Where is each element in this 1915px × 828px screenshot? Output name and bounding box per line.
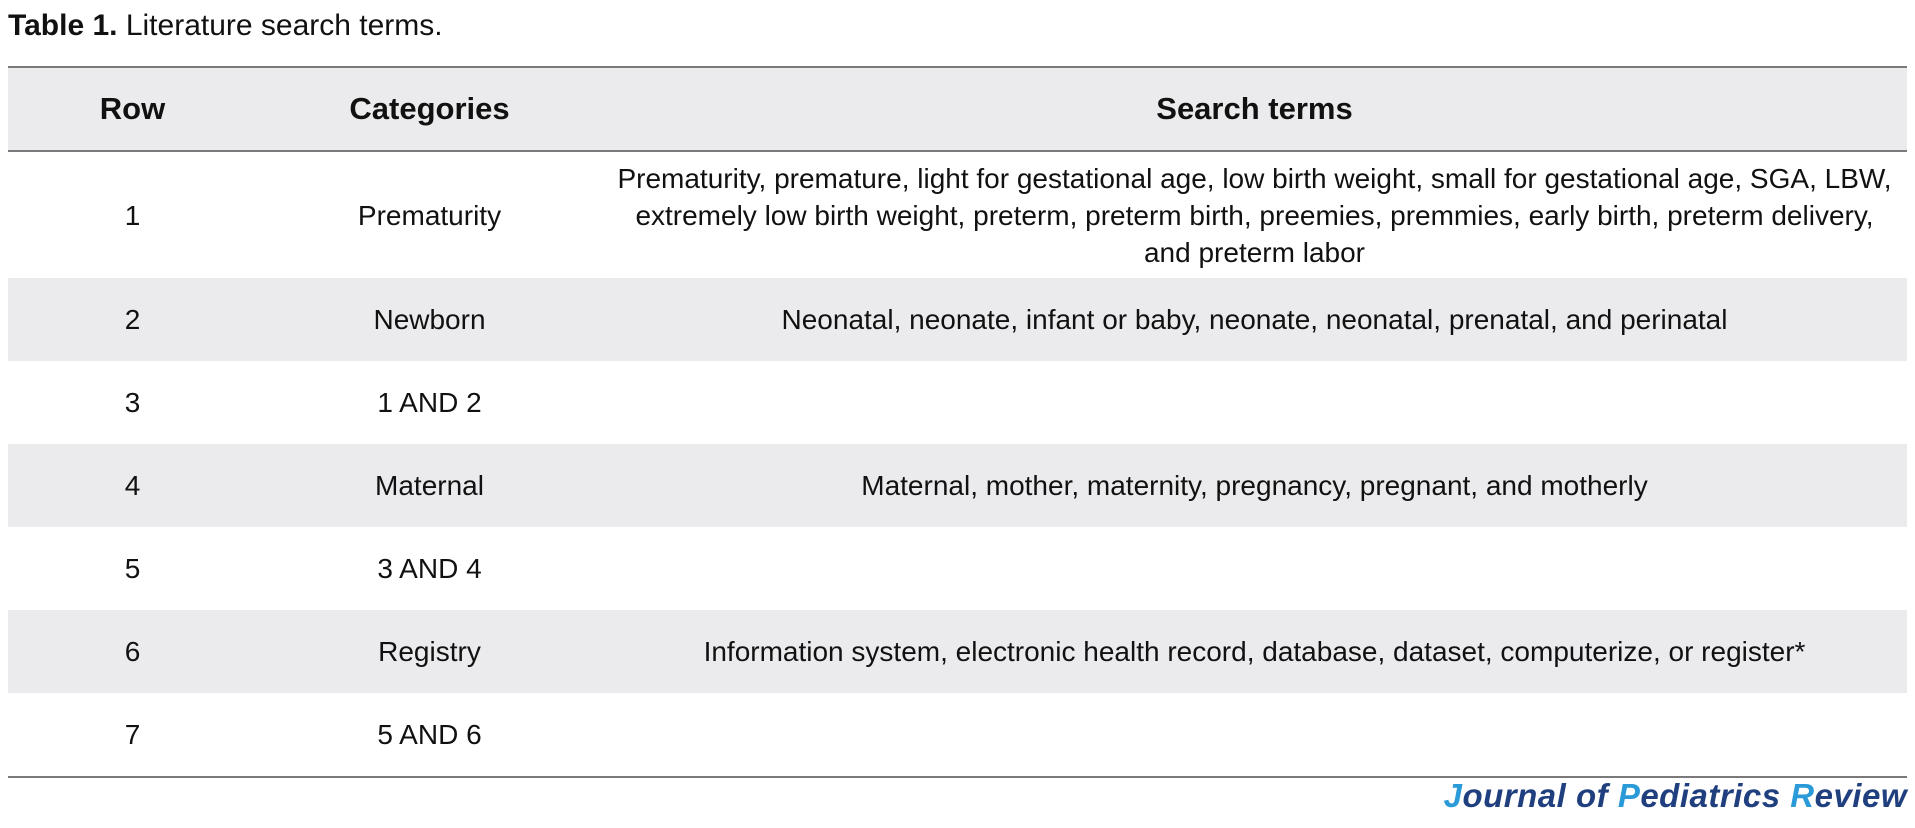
- category-cell: Maternal: [375, 470, 484, 501]
- row-number-cell: 6: [124, 636, 141, 667]
- table-row: [8, 610, 1907, 693]
- column-header-row: Row: [99, 91, 166, 126]
- table-caption-text: Literature search terms.: [125, 9, 443, 42]
- table-row: [8, 444, 1907, 527]
- row-number-cell: 2: [124, 304, 141, 335]
- table-header-row: [8, 67, 1907, 151]
- row-number-cell: 3: [124, 387, 141, 418]
- table-body: [8, 151, 1907, 777]
- table-row: [8, 693, 1907, 777]
- category-cell: 3 AND 4: [377, 553, 482, 584]
- column-header-categories: Categories: [349, 91, 510, 126]
- row-number-cell: 1: [124, 199, 141, 231]
- search-terms-cell: [602, 693, 1907, 777]
- table-header: [8, 67, 1907, 151]
- search-terms-cell: Prematurity, premature, light for gestational age, low birth weight, small for gestational age, SGA, LBW, extremely low birth weight, preterm, preterm birth, preemies, premmies, early birth, preterm delivery, and preterm labor: [617, 162, 1892, 268]
- search-terms-cell: [602, 361, 1907, 444]
- table-caption-label: Table 1.: [8, 9, 118, 42]
- row-number-cell: 5: [124, 553, 141, 584]
- journal-logo: Journal of Pediatrics Review: [1443, 777, 1907, 814]
- row-number-cell: 7: [124, 719, 141, 750]
- table-row: [8, 278, 1907, 361]
- search-terms-table-container: [8, 66, 1907, 778]
- search-terms-table: [8, 66, 1907, 778]
- table-row: [8, 361, 1907, 444]
- search-terms-cell: Information system, electronic health record, database, dataset, computerize, or register*: [703, 636, 1806, 667]
- search-terms-cell: Maternal, mother, maternity, pregnancy, pregnant, and motherly: [861, 470, 1648, 501]
- table-row: [8, 151, 1907, 278]
- category-cell: 1 AND 2: [377, 387, 482, 418]
- category-cell: Prematurity: [357, 199, 502, 231]
- table-caption: [8, 6, 443, 46]
- row-number-cell: 4: [124, 470, 141, 501]
- category-cell: Registry: [378, 636, 481, 667]
- column-header-search-terms: Search terms: [1156, 91, 1353, 126]
- search-terms-cell: [602, 527, 1907, 610]
- table-row: [8, 527, 1907, 610]
- category-cell: Newborn: [373, 304, 486, 335]
- category-cell: 5 AND 6: [377, 719, 482, 750]
- search-terms-cell: Neonatal, neonate, infant or baby, neonate, neonatal, prenatal, and perinatal: [781, 304, 1728, 335]
